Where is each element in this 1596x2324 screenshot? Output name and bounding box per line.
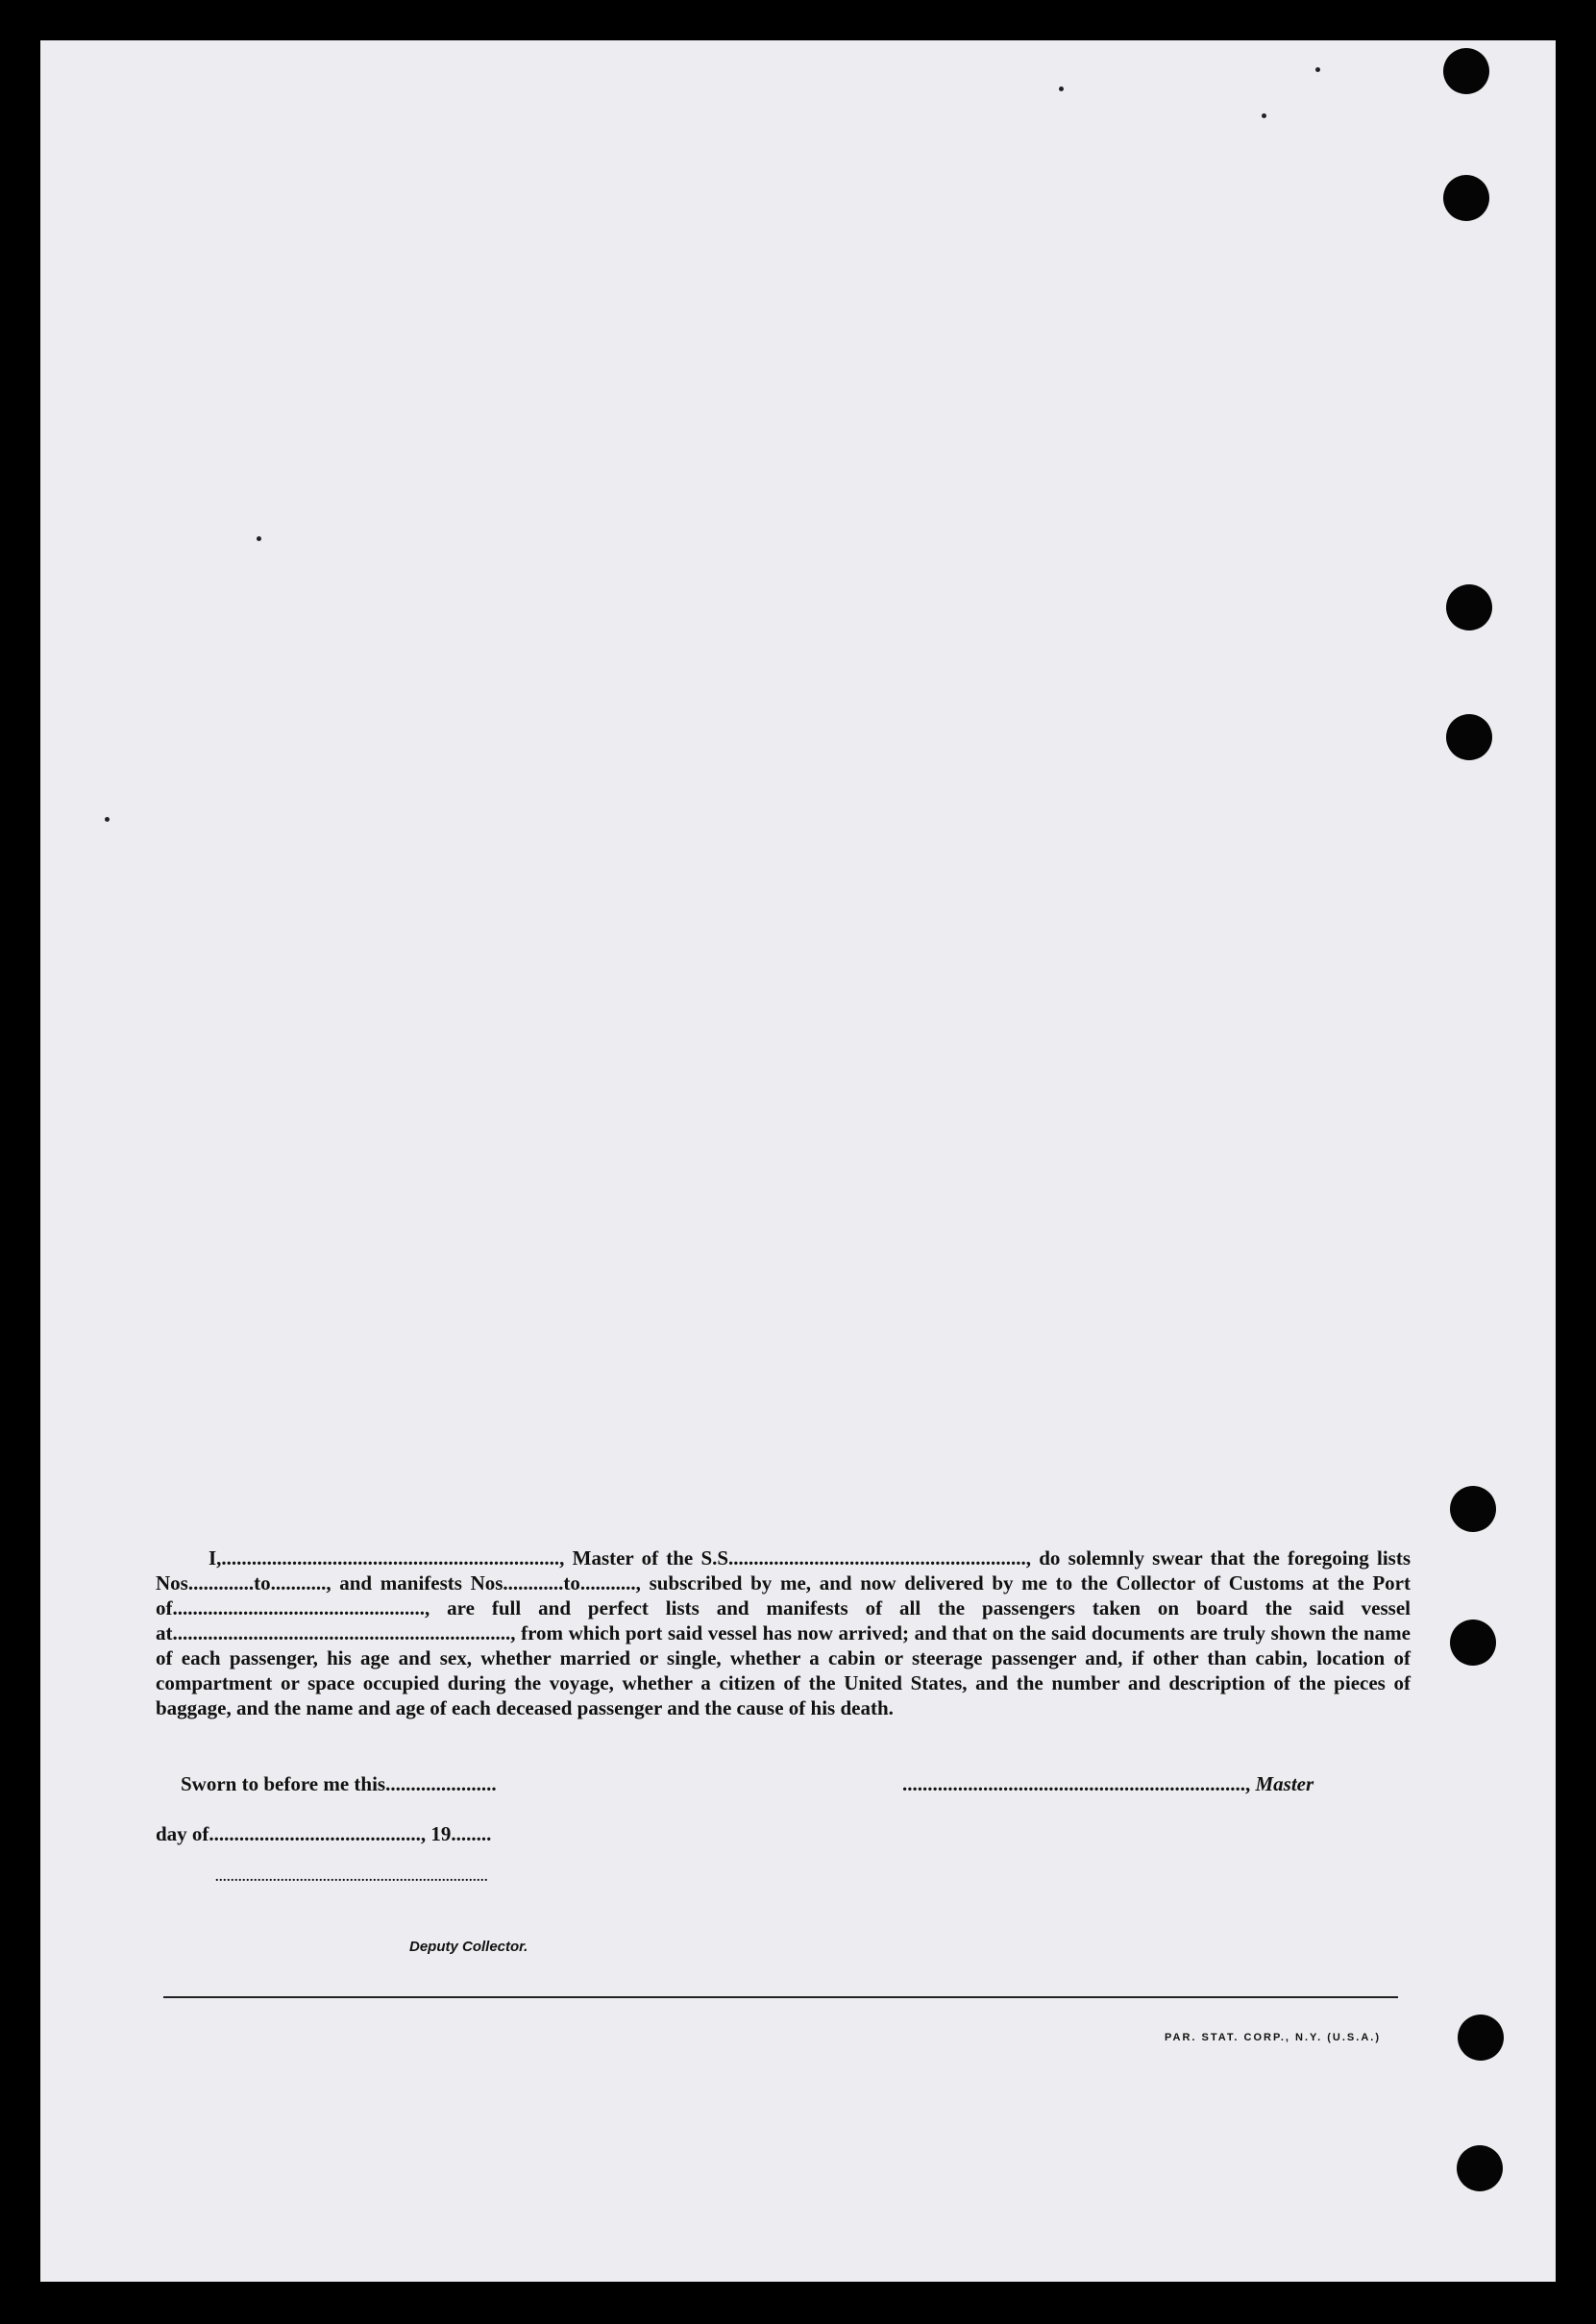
- scan-speck: [1315, 67, 1320, 72]
- document-page: [40, 40, 1556, 2282]
- punch-hole: [1458, 2015, 1504, 2061]
- punch-hole: [1443, 48, 1489, 94]
- scan-speck: [1059, 87, 1064, 91]
- punch-hole: [1446, 584, 1492, 630]
- footer-rule: [163, 1996, 1398, 1998]
- deputy-collector-label: Deputy Collector.: [409, 1939, 528, 1955]
- oath-text: I,..................................................................., Master of the S.S..........................................................., do solemnly swear that the foregoing lists Nos.............to..........., and manifests Nos............to..........., subscribed by me, and now delivered by me to the Collector of Customs at the Port of.................................................., are full and perfect lists and manifests of all the passengers taken on board the said vessel at..................................................................., from which port said vessel has now arrived; and that on the said documents are truly shown the name of each passenger, his age and sex, whether married or single, whether a cabin or steerage passenger and, if other than cabin, location of compartment or space occupied during the voyage, whether a citizen of the United States, and the number and description of the pieces of baggage, and the name and age of each deceased passenger and the cause of his death.: [156, 1546, 1411, 1719]
- sworn-line: Sworn to before me this......................: [181, 1772, 497, 1795]
- punch-hole: [1443, 175, 1489, 221]
- punch-hole: [1450, 1486, 1496, 1532]
- punch-hole: [1450, 1619, 1496, 1666]
- oath-paragraph: [156, 1545, 1411, 1720]
- scan-speck: [257, 536, 261, 541]
- scan-speck: [105, 817, 110, 822]
- punch-hole: [1457, 2145, 1503, 2191]
- printer-mark: PAR. STAT. CORP., N.Y. (U.S.A.): [1165, 2032, 1381, 2043]
- punch-hole: [1446, 714, 1492, 760]
- scan-speck: [1262, 113, 1266, 118]
- master-label: Master: [1255, 1772, 1314, 1795]
- master-dots: ....................................................................,: [902, 1772, 1256, 1795]
- day-line: day of.........................................., 19........: [156, 1822, 492, 1845]
- deputy-signature-line: .......................................................................: [215, 1870, 488, 1885]
- master-signature-line: [902, 1772, 1314, 1796]
